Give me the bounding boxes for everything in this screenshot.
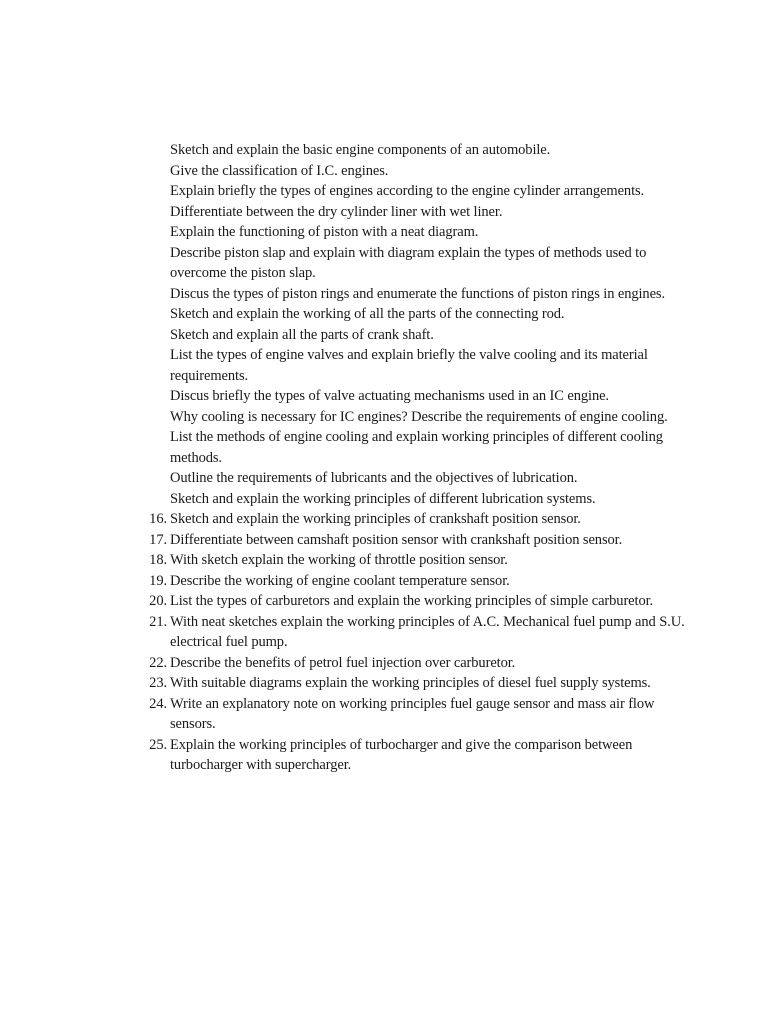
question-text: Sketch and explain all the parts of crank shaft. xyxy=(170,326,434,343)
question-text: Discus briefly the types of valve actuating mechanisms used in an IC engine. xyxy=(170,388,609,404)
question-text: Explain the working principles of turbocharger and give the comparison between turbocharger with supercharger. xyxy=(170,736,633,773)
question-text: Describe the working of engine coolant temperature sensor. xyxy=(170,572,510,589)
question-text: Describe the benefits of petrol fuel injection over carburetor. xyxy=(170,654,516,671)
question-text: List the methods of engine cooling and explain working principles of different cooling methods. xyxy=(170,429,663,466)
question-item-15 xyxy=(140,489,700,510)
question-item-13 xyxy=(140,427,700,468)
question-item-16 xyxy=(140,509,700,530)
question-item-12 xyxy=(140,407,700,428)
question-item-2 xyxy=(140,161,700,182)
question-item-4 xyxy=(140,202,700,223)
question-item-20 xyxy=(140,591,700,612)
question-item-21 xyxy=(140,612,700,653)
question-item-6 xyxy=(140,243,700,284)
question-item-18 xyxy=(140,550,700,571)
question-text: Sketch and explain the working principles of crankshaft position sensor. xyxy=(170,511,581,527)
question-text: Sketch and explain the working principles of different lubrication systems. xyxy=(170,490,596,507)
question-number: 19. xyxy=(149,572,167,589)
question-item-10 xyxy=(140,345,700,386)
question-item-24 xyxy=(140,694,700,735)
question-text: With suitable diagrams explain the working principles of diesel fuel supply systems. xyxy=(170,675,651,691)
question-item-14 xyxy=(140,468,700,489)
question-number: 17. xyxy=(149,531,167,548)
question-item-17 xyxy=(140,530,700,551)
question-number: 24. xyxy=(149,695,167,712)
question-number: 18. xyxy=(149,552,167,568)
question-item-22 xyxy=(140,653,700,674)
question-text: Discus the types of piston rings and enumerate the functions of piston rings in engines. xyxy=(170,285,665,302)
question-list xyxy=(140,140,700,776)
question-item-25 xyxy=(140,735,700,776)
question-number: 23. xyxy=(149,675,167,691)
question-text: Differentiate between the dry cylinder liner with wet liner. xyxy=(170,203,503,220)
question-text: Explain the functioning of piston with a neat diagram. xyxy=(170,224,479,240)
question-item-5 xyxy=(140,222,700,243)
question-text: With neat sketches explain the working principles of A.C. Mechanical fuel pump and S.U. electrical fuel pump. xyxy=(170,613,685,650)
question-text: List the types of engine valves and explain briefly the valve cooling and its material requirements. xyxy=(170,347,648,384)
question-number: 16. xyxy=(149,511,167,527)
question-text: Why cooling is necessary for IC engines? Describe the requirements of engine cooling. xyxy=(170,408,668,425)
question-text: With sketch explain the working of throttle position sensor. xyxy=(170,552,508,568)
question-item-9 xyxy=(140,325,700,346)
question-text: Sketch and explain the working of all the parts of the connecting rod. xyxy=(170,306,565,322)
question-number: 21. xyxy=(149,613,167,630)
question-text: Describe piston slap and explain with diagram explain the types of methods used to overcome the piston slap. xyxy=(170,244,647,281)
question-item-7 xyxy=(140,284,700,305)
question-number: 25. xyxy=(149,736,167,753)
question-text: Differentiate between camshaft position sensor with crankshaft position sensor. xyxy=(170,531,623,548)
question-number: 20. xyxy=(149,593,167,609)
question-text: List the types of carburetors and explain the working principles of simple carburetor. xyxy=(170,593,654,609)
question-text: Sketch and explain the basic engine components of an automobile. xyxy=(170,142,551,158)
question-text: Explain briefly the types of engines according to the engine cylinder arrangements. xyxy=(170,183,645,199)
question-text: Outline the requirements of lubricants and the objectives of lubrication. xyxy=(170,470,578,486)
question-number: 22. xyxy=(149,654,167,671)
question-item-1 xyxy=(140,140,700,161)
question-item-11 xyxy=(140,386,700,407)
question-item-8 xyxy=(140,304,700,325)
question-item-3 xyxy=(140,181,700,202)
question-item-19 xyxy=(140,571,700,592)
question-item-23 xyxy=(140,673,700,694)
question-text: Give the classification of I.C. engines. xyxy=(170,162,389,179)
question-text: Write an explanatory note on working principles fuel gauge sensor and mass air flow sensors. xyxy=(170,695,655,732)
